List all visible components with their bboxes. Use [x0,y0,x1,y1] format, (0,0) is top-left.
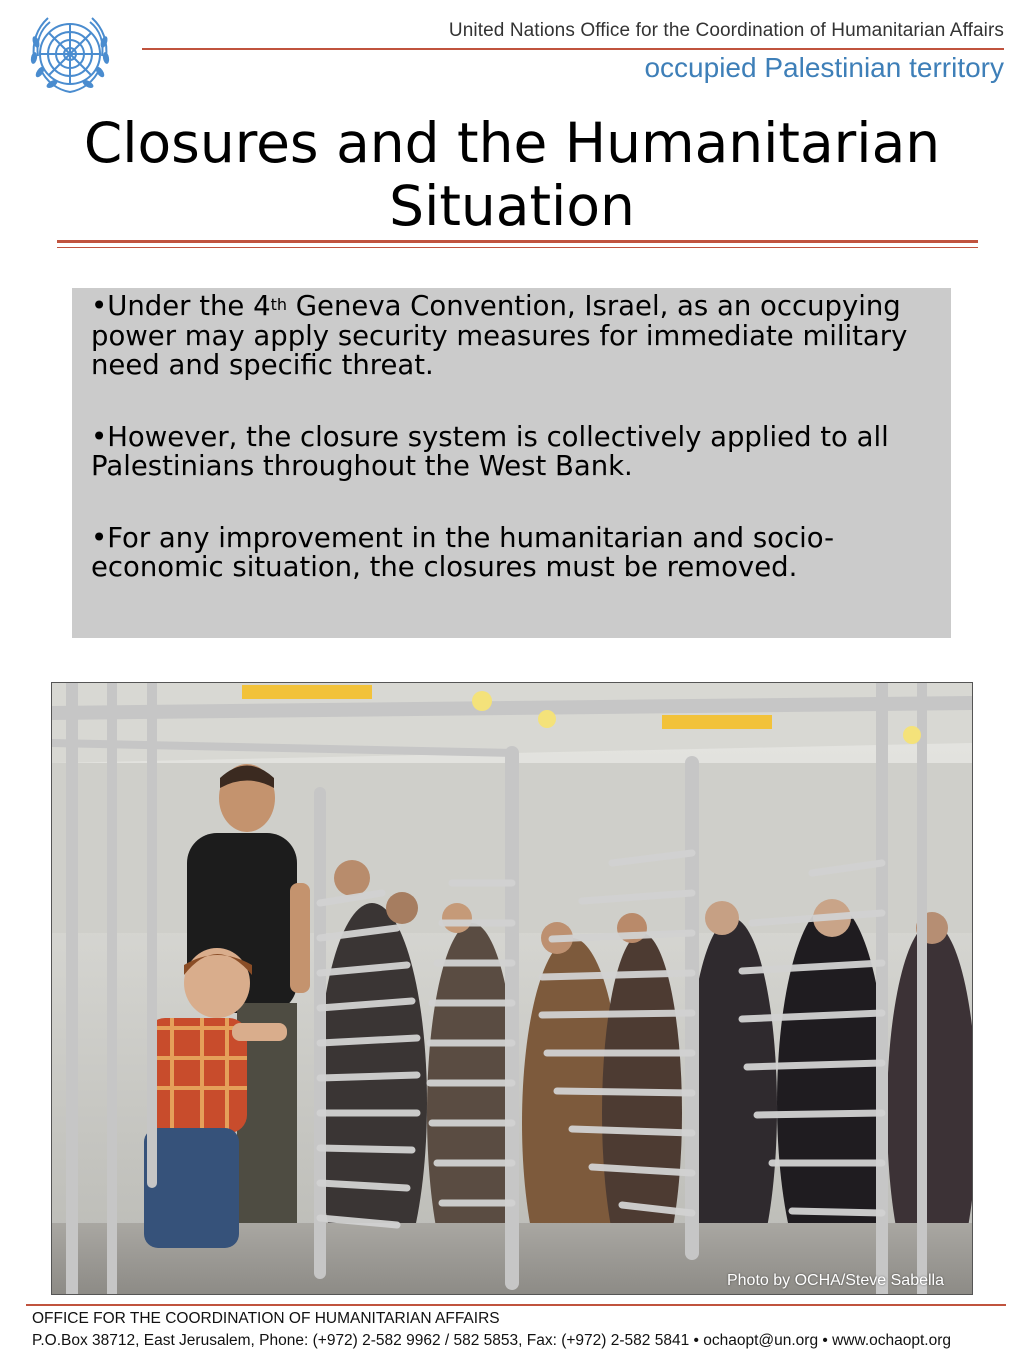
org-name: United Nations Office for the Coordination of Humanitarian Affairs [448,20,1004,41]
header-divider [142,48,1004,50]
page-title [0,112,1024,238]
un-emblem-icon [22,12,118,96]
bullet-item: •For any improvement in the humanitarian and socio-economic situation, the closures must be removed. [91,521,834,583]
footer-org-name: OFFICE FOR THE COORDINATION OF HUMANITARIAN AFFAIRS [32,1310,500,1327]
checkpoint-photo [51,682,973,1295]
photo-credit: Photo by OCHA/Steve Sabella [726,1272,944,1289]
bullet-item: •Under the 4th Geneva Convention, Israel, as an occupying power may apply security measures for immediate military need and specific threat. [91,290,908,381]
photo-illustration [52,683,972,1294]
title-line-1: Closures and the Humanitarian [83,111,941,175]
territory-name: occupied Palestinian territory [644,52,1004,83]
footer-contact: P.O.Box 38712, East Jerusalem, Phone: (+972) 2-582 9962 / 582 5853, Fax: (+972) 2-582 5841 • ochaopt@un.org • www.ochaopt.org [32,1332,952,1349]
title-divider [57,240,978,248]
footer-divider [26,1304,1006,1306]
bullet-item: •However, the closure system is collectively applied to all Palestinians throughout the West Bank. [91,420,889,482]
title-line-2: Situation [389,174,635,238]
bullet-panel [72,288,951,638]
